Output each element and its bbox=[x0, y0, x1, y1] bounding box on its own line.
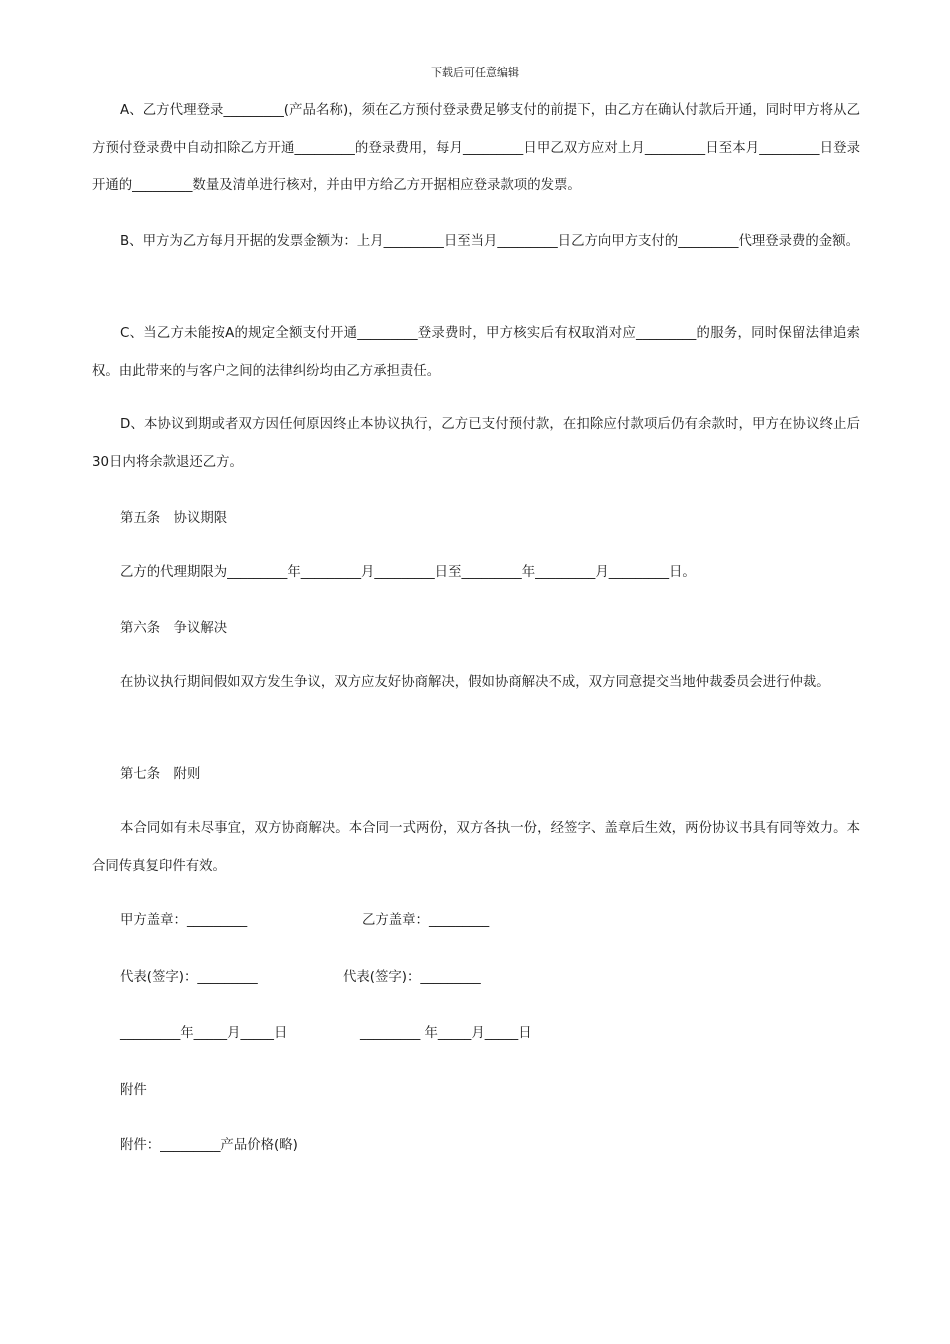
party-b-representative: 代表(签字)：_________ bbox=[343, 970, 481, 985]
attachment-item: 附件：_________产品价格(略) bbox=[120, 1138, 298, 1153]
article-5-body: 乙方的代理期限为_________年_________月_________日至_________年_________月_________日。 bbox=[120, 565, 696, 580]
attachment-title: 附件 bbox=[120, 1083, 147, 1098]
party-a-representative: 代表(签字)：_________ bbox=[120, 970, 258, 985]
clause-b: B、甲方为乙方每月开据的发票金额为：上月_________日至当月_________日乙方向甲方支付的_________代理登录费的金额。 bbox=[120, 234, 859, 249]
party-a-date: _________年_____月_____日 bbox=[120, 1026, 288, 1041]
party-a-seal: 甲方盖章：_________ bbox=[120, 913, 248, 928]
party-b-seal: 乙方盖章：_________ bbox=[362, 913, 490, 928]
clause-a: A、乙方代理登录_________(产品名称)，须在乙方预付登录费足够支付的前提下，由乙方在确认付款后开通，同时甲方将从乙方预付登录费中自动扣除乙方开通_________的登录费用，每月_________日甲乙双方应对上月_________日至本月_________日登录开通的_________数量及清单进行核对，并由甲方给乙方开据相应登录款项的发票。 bbox=[92, 103, 860, 193]
clause-c: C、当乙方未能按A的规定全额支付开通_________登录费时，甲方核实后有权取消对应_________的服务，同时保留法律追索权。由此带来的与客户之间的法律纠纷均由乙方承担责任。 bbox=[92, 326, 860, 379]
article-6-body: 在协议执行期间假如双方发生争议，双方应友好协商解决，假如协商解决不成，双方同意提交当地仲裁委员会进行仲裁。 bbox=[120, 675, 830, 690]
article-7-title: 第七条 附则 bbox=[120, 767, 201, 782]
article-7-body: 本合同如有未尽事宜，双方协商解决。本合同一式两份，双方各执一份，经签字、盖章后生效，两份协议书具有同等效力。本合同传真复印件有效。 bbox=[92, 821, 860, 874]
party-b-date: _________ 年_____月_____日 bbox=[360, 1026, 532, 1041]
clause-d: D、本协议到期或者双方因任何原因终止本协议执行，乙方已支付预付款，在扣除应付款项后仍有余款时，甲方在协议终止后30日内将余款退还乙方。 bbox=[92, 417, 860, 470]
article-5-title: 第五条 协议期限 bbox=[120, 511, 228, 526]
page-header: 下载后可任意编辑 bbox=[431, 66, 519, 79]
article-6-title: 第六条 争议解决 bbox=[120, 621, 228, 636]
